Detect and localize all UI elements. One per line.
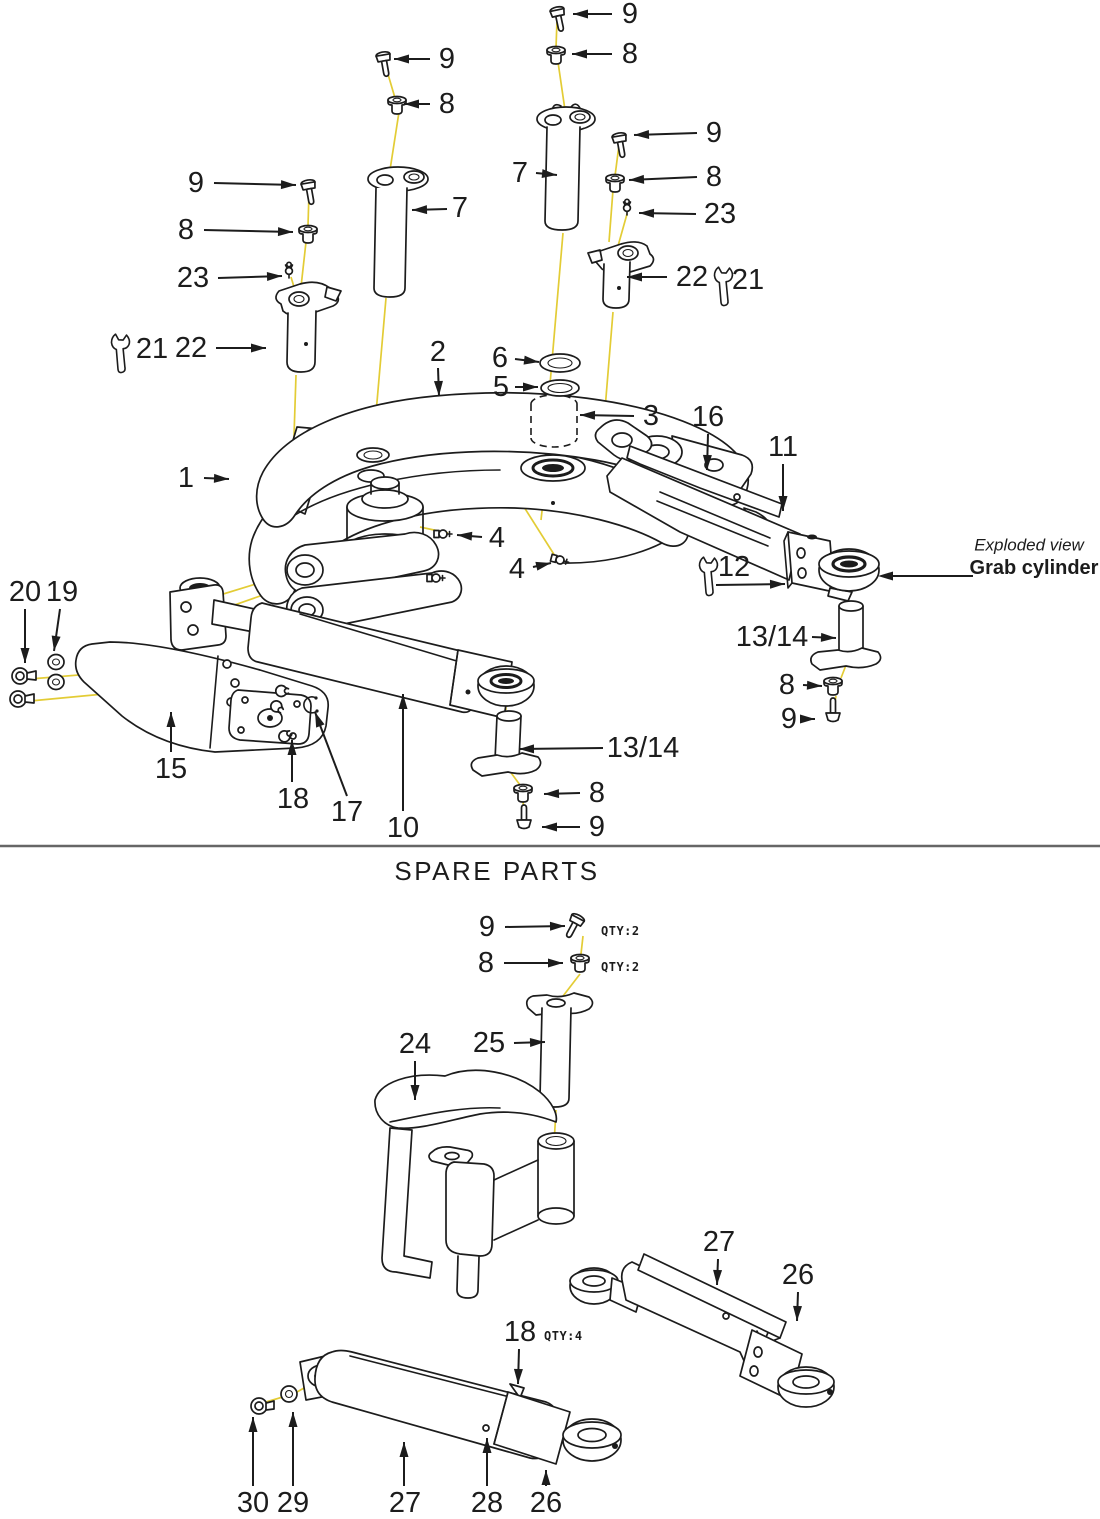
- callout-label: 4: [508, 553, 526, 585]
- callout-9: [634, 117, 722, 149]
- callout-label: 6: [491, 342, 509, 374]
- callout-11: [768, 431, 798, 511]
- callout-label: 8: [438, 88, 456, 120]
- callout-20: [9, 576, 41, 663]
- callout-arrowhead: [52, 636, 61, 651]
- callout-arrowhead: [821, 633, 836, 642]
- callout-label: 27: [702, 1226, 736, 1258]
- callout-arrowhead: [251, 344, 266, 353]
- callout-label: 22: [675, 261, 709, 293]
- assembly-line: [609, 190, 613, 242]
- callout-6: [492, 342, 539, 374]
- callout-30: [237, 1417, 269, 1519]
- callout-label: 9: [705, 117, 723, 149]
- assembly-line: [524, 507, 555, 556]
- callout-arrowhead: [542, 1470, 551, 1485]
- part-washer-5: [541, 380, 579, 396]
- callout-arrowhead: [434, 381, 443, 396]
- callout-13-14: [736, 621, 836, 653]
- callout-17: [315, 712, 363, 828]
- callout-label: 17: [330, 796, 364, 828]
- callout-arrowhead: [634, 130, 649, 139]
- callout-arrowhead: [572, 50, 587, 59]
- callout-label: 9: [621, 0, 639, 30]
- callout-arrowhead: [523, 383, 538, 392]
- callout-label: 23: [703, 198, 737, 230]
- spare-bracket-24: [375, 1070, 574, 1298]
- callout-arrowhead: [519, 744, 534, 753]
- callout-13-14: [519, 732, 679, 764]
- wrench-icon: [694, 556, 718, 596]
- callout-arrowhead: [535, 562, 551, 571]
- callout-qty-label: QTY:4: [544, 1329, 583, 1343]
- part-pin-22-right: [588, 242, 654, 308]
- assembly-line: [390, 112, 399, 170]
- callout-label: 8: [477, 947, 495, 979]
- callout-arrowhead: [249, 1417, 258, 1432]
- section-title: SPARE PARTS: [394, 856, 600, 886]
- callout-arrowhead: [21, 648, 30, 663]
- callout-8: [544, 777, 605, 809]
- callout-arrowhead: [639, 209, 654, 218]
- part-bushing-8: [299, 226, 317, 244]
- callout-21: [732, 264, 764, 296]
- part-screw-9: [517, 805, 531, 829]
- spare-pin-28: [483, 1425, 489, 1431]
- callout-qty-label: QTY:2: [601, 960, 640, 974]
- part-screw-9: [826, 698, 840, 722]
- callout-label: 3: [642, 400, 660, 432]
- callout-label: 5: [492, 371, 510, 403]
- part-grease-nipple-4: [550, 554, 569, 566]
- callout-arrowhead: [289, 1412, 298, 1427]
- spare-end-block-26-right: [740, 1330, 834, 1407]
- callout-19: [46, 576, 78, 651]
- callout-18: [504, 1316, 583, 1384]
- callout-arrowhead: [524, 356, 539, 365]
- callout-label: 26: [529, 1487, 563, 1519]
- part-screw-9: [301, 179, 319, 206]
- callout-label: 13/14: [606, 732, 680, 764]
- callout-27: [389, 1442, 421, 1519]
- callout-arrowhead: [412, 205, 427, 214]
- callout-arrowhead: [793, 1306, 802, 1321]
- wrench-icon: [106, 333, 130, 373]
- callout-label: 21: [731, 264, 765, 296]
- callout-arrowhead: [278, 227, 293, 236]
- callout-label: 9: [438, 43, 456, 75]
- callout-1: [178, 462, 229, 494]
- callout-arrowhead: [800, 715, 815, 724]
- part-grease-nipple-4: [427, 574, 445, 582]
- part-screw-9: [550, 6, 569, 33]
- part-washer-6: [540, 354, 580, 372]
- callout-8: [478, 947, 640, 979]
- callout-arrowhead: [542, 823, 557, 832]
- part-pin-7-right: [537, 104, 595, 230]
- callout-label: 18: [276, 783, 310, 815]
- callout-29: [277, 1412, 309, 1519]
- callout-label: 21: [135, 333, 169, 365]
- callout-22: [175, 332, 266, 364]
- callout-arrowhead: [514, 1369, 523, 1384]
- callout-label: 15: [154, 753, 188, 785]
- part-grease-fitting-23: [286, 262, 293, 278]
- callout-9: [781, 703, 815, 735]
- callout-label: 9: [187, 167, 205, 199]
- part-bushing-8: [514, 785, 532, 803]
- assembly-line: [618, 214, 627, 246]
- callout-label: 4: [488, 522, 506, 554]
- callout-arrowhead: [214, 474, 229, 483]
- callout-8: [779, 669, 822, 701]
- callout-arrowhead: [550, 922, 565, 931]
- view-note-exploded-view: Exploded view: [974, 535, 1084, 555]
- callout-label: 24: [398, 1028, 432, 1060]
- callout-label: 9: [588, 811, 606, 843]
- callout-2: [430, 336, 446, 396]
- callout-label: 29: [276, 1487, 310, 1519]
- callout-label: 23: [176, 262, 210, 294]
- callout-label: 27: [388, 1487, 422, 1519]
- part-bushing-8: [824, 678, 842, 696]
- callout-arrowhead: [548, 959, 563, 968]
- callout-9: [394, 43, 455, 75]
- callout-label: 7: [511, 157, 529, 189]
- callout-9: [479, 911, 640, 943]
- callout-label: 18: [503, 1316, 537, 1348]
- callout-arrowhead: [713, 1270, 722, 1285]
- callout-label: 1: [177, 462, 195, 494]
- callout-arrowhead: [267, 272, 282, 281]
- part-grease-fitting-23: [624, 199, 631, 215]
- callout-21: [136, 333, 168, 365]
- callout-qty-label: QTY:2: [601, 924, 640, 938]
- callout-9: [573, 0, 638, 30]
- part-screw-9: [612, 132, 630, 159]
- spare-washer-29: [281, 1386, 297, 1402]
- grab-cylinder-note-leader: [878, 572, 973, 581]
- callout-4: [509, 553, 551, 585]
- callout-label: 9: [478, 911, 496, 943]
- part-pin-22-left: [276, 282, 341, 372]
- callout-label: 26: [781, 1259, 815, 1291]
- callout-arrowhead: [457, 532, 472, 541]
- callout-arrowhead: [573, 10, 588, 19]
- callout-label: 2: [429, 336, 447, 368]
- spare-cylinder-27-bottom: [251, 1351, 621, 1465]
- callout-label: 25: [472, 1027, 506, 1059]
- callout-label: 13/14: [735, 621, 809, 653]
- callout-label: 12: [717, 551, 751, 583]
- callout-arrowhead: [400, 1442, 409, 1457]
- main-exploded-view: [10, 6, 973, 829]
- part-bushing-8: [547, 47, 565, 65]
- callout-23: [639, 198, 736, 230]
- spare-pivot-tube: [538, 1133, 574, 1224]
- callout-label: 8: [621, 38, 639, 70]
- callout-label: 16: [691, 401, 725, 433]
- part-washer-19: [48, 655, 64, 690]
- callout-arrowhead: [544, 789, 559, 798]
- callout-10: [387, 694, 419, 844]
- callout-7: [412, 192, 468, 224]
- callout-label: 8: [177, 214, 195, 246]
- callout-26: [782, 1259, 814, 1321]
- callout-9: [542, 811, 605, 843]
- part-socket-screw-20: [10, 668, 36, 707]
- spare-bushing-8: [571, 955, 589, 973]
- callout-label: 30: [236, 1487, 270, 1519]
- part-bushing-8: [606, 175, 624, 193]
- spare-screw-9: [562, 912, 586, 940]
- callout-8: [629, 161, 722, 193]
- callout-label: 10: [386, 812, 420, 844]
- callout-arrowhead: [394, 55, 409, 64]
- callout-arrowhead: [629, 175, 644, 184]
- callout-arrowhead: [770, 580, 785, 589]
- spare-parts-view: [251, 912, 834, 1464]
- assembly-line: [581, 936, 583, 954]
- part-grab-cylinder-eye: [819, 549, 879, 591]
- callout-label: 28: [470, 1487, 504, 1519]
- part-grease-nipple-4: [434, 530, 452, 538]
- callout-18: [277, 740, 309, 815]
- part-bushing-8: [388, 97, 406, 115]
- callout-27: [703, 1226, 735, 1285]
- part-pin-13-14-bottom: [471, 711, 540, 776]
- callout-label: 9: [780, 703, 798, 735]
- part-screw-9: [376, 51, 394, 78]
- view-note-grab-cylinder: Grab cylinder: [969, 557, 1099, 579]
- wrench-icon: [709, 266, 733, 306]
- callout-8: [178, 214, 293, 246]
- callout-label: 8: [705, 161, 723, 193]
- callout-23: [177, 262, 282, 294]
- callout-4: [457, 522, 505, 554]
- callout-9: [188, 167, 296, 199]
- callout-8: [404, 88, 455, 120]
- callout-8: [572, 38, 638, 70]
- part-pin-7-left: [368, 167, 428, 297]
- callout-arrowhead: [281, 180, 296, 189]
- callout-arrowhead: [807, 681, 822, 690]
- callout-label: 8: [588, 777, 606, 809]
- callout-label: 8: [778, 669, 796, 701]
- callout-label: 22: [174, 332, 208, 364]
- callout-28: [471, 1438, 503, 1519]
- callout-label: 19: [45, 576, 79, 608]
- callout-label: 20: [8, 576, 42, 608]
- callout-label: 7: [451, 192, 469, 224]
- callout-26: [530, 1470, 562, 1519]
- callout-label: 11: [767, 431, 799, 463]
- callout-25: [473, 1027, 545, 1059]
